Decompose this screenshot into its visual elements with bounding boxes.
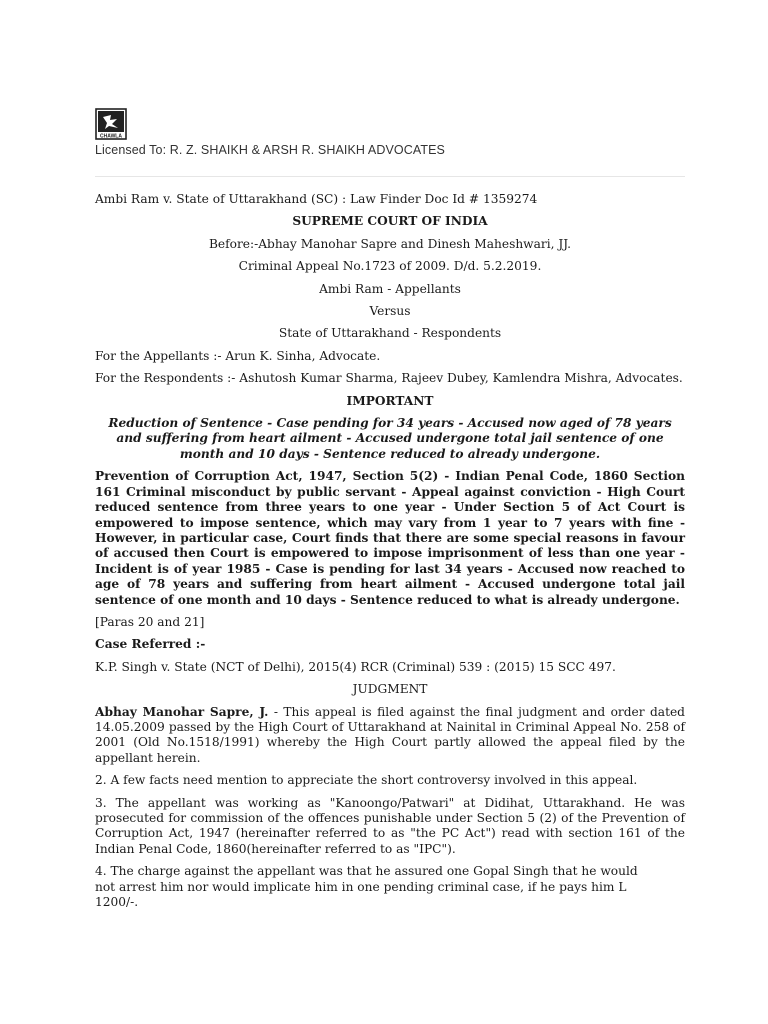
respondents-counsel: For the Respondents :- Ashutosh Kumar Sharma, Rajeev Dubey, Kamlendra Mishra, Advocates. (95, 371, 683, 386)
appellants-counsel: For the Appellants :- Arun K. Sinha, Advocate. (95, 348, 381, 363)
paragraph-4-line-3: 1200/-. (95, 895, 139, 910)
paragraph-4-line-2: not arrest him nor would implicate him in one pending criminal case, if he pays him L (95, 879, 627, 894)
appellants-line: Ambi Ram - Appellants (319, 281, 461, 296)
paragraph-4 (95, 864, 685, 910)
case-referred: K.P. Singh v. State (NCT of Delhi), 2015(4) RCR (Criminal) 539 : (2015) 15 SCC 497. (95, 659, 616, 674)
court-name: SUPREME COURT OF INDIA (292, 214, 488, 229)
license-line: Licensed To: R. Z. SHAIKH & ARSH R. SHAIKH ADVOCATES (95, 143, 445, 157)
respondents-line: State of Uttarakhand - Respondents (278, 326, 502, 341)
publisher-logo (95, 108, 127, 140)
paragraph-1 (95, 705, 685, 767)
important-heading: IMPORTANT (346, 393, 434, 408)
logo-caption: CHAWLA (100, 133, 122, 140)
paras-reference: [Paras 20 and 21] (95, 614, 205, 629)
document-header (95, 108, 685, 157)
paragraph-3: 3. The appellant was working as "Kanoongo/Patwari" at Didihat, Uttarakhand. He was prosecuted for commission of the offences punishable under Section 5 (2) of the Prevention of Corruption Act, 1947 (hereinafter referred to as "the PC Act") read with section 161 of the Indian Penal Code, 1860(hereinafter referred to as "IPC"). (95, 795, 685, 856)
judgment-body (95, 192, 685, 910)
appeal-number: Criminal Appeal No.1723 of 2009. D/d. 5.2.2019. (238, 259, 542, 274)
case-referred-heading: Case Referred :- (95, 637, 206, 652)
citation-line: Ambi Ram v. State of Uttarakhand (SC) : Law Finder Doc Id # 1359274 (95, 192, 538, 206)
bench-line: Before:-Abhay Manohar Sapre and Dinesh Maheshwari, JJ. (208, 236, 572, 251)
judgment-heading: JUDGMENT (352, 682, 428, 697)
versus-line: Versus (369, 304, 411, 319)
header-divider (95, 176, 685, 177)
paragraph-4-line-1: 4. The charge against the appellant was that he assured one Gopal Singh that he would (95, 864, 638, 879)
headnote: Prevention of Corruption Act, 1947, Section 5(2) - Indian Penal Code, 1860 Section 161 Criminal misconduct by public servant - Appeal against conviction - High Court reduced sentence from three years to one year - Under Section 5 of Act Court is empowered to impose sentence, which may vary from 1 year to 7 years with fine - However, in particular case, Court finds that there are some special reasons in favour of accused then Court is empowered to impose imprisonment of less than one year - Incident is of year 1985 - Case is pending for last 34 years - Accused now reached to age of 78 years and suffering from heart ailment - Accused undergone total jail sentence of one month and 10 days - Sentence reduced to what is already undergone. (95, 469, 685, 607)
paragraph-1-text: - This appeal is filed against the final judgment and order dated 14.05.2009 passed by the High Court of Uttarakhand at Nainital in Criminal Appeal No. 258 of 2001 (Old No.1518/1991) whereby the High Court partly allowed the appeal filed by the appellant herein. (95, 704, 685, 765)
judge-name: Abhay Manohar Sapre, J. (95, 704, 269, 719)
paragraph-2: 2. A few facts need mention to appreciate the short controversy involved in this appeal. (95, 773, 638, 788)
important-summary: Reduction of Sentence - Case pending for 34 years - Accused now aged of 78 years and suffering from heart ailment - Accused undergone total jail sentence of one month and 10 days - Sentence reduced to already undergone. (108, 416, 672, 461)
